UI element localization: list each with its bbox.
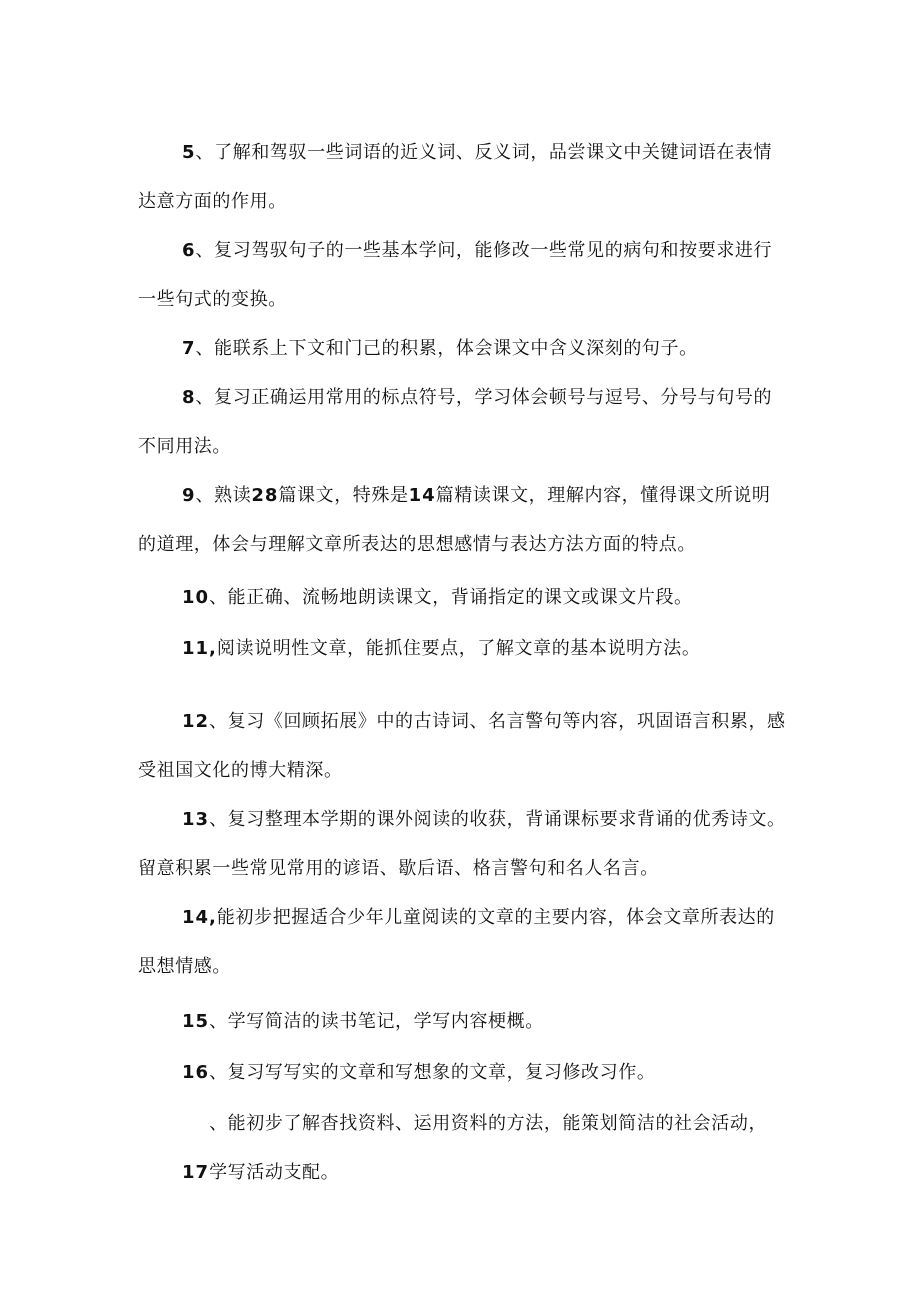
list-item-6 <box>138 226 788 324</box>
item-number: 15 <box>182 1011 210 1032</box>
item-text: 、复习写写实的文章和写想象的文章，复习修改习作。 <box>209 1062 656 1083</box>
item-text: 、复习整理本学期的课外阅读的收获，背诵课标要求背诵的优秀诗文。留意积累一些常见常用的谚语、歇后语、格言警句和名人名言。 <box>138 809 786 879</box>
item-number: 7 <box>182 338 196 359</box>
inline-number: 14 <box>408 485 436 506</box>
item-number: 13 <box>182 809 210 830</box>
item-text: 能初步把握适合少年儿童阅读的文章的主要内容，体会文章所表达的思想情感。 <box>138 907 775 977</box>
item-number: 14, <box>182 907 217 928</box>
item-number: 5 <box>182 142 196 163</box>
list-item-15 <box>138 997 788 1046</box>
list-item-5 <box>138 128 788 226</box>
item-number: 16 <box>182 1062 210 1083</box>
list-item-9 <box>138 471 788 569</box>
inline-number: 28 <box>251 485 279 506</box>
item-text: 、熟读 <box>195 485 252 506</box>
list-item-8 <box>138 373 788 471</box>
item-text: 、了解和驾驭一些词语的近义词、反义词，品尝课文中关键词语在表情达意方面的作用。 <box>138 142 773 212</box>
item-text: 、复习正确运用常用的标点符号，学习体会顿号与逗号、分号与句号的不同用法。 <box>138 387 773 457</box>
item-text: 、复习驾驭句子的一些基本学问，能修改一些常见的病句和按要求进行一些句式的变换。 <box>138 240 773 310</box>
item-text: 、能初步了解杳找资料、运用资料的方法，能策划简洁的社会活动，学写活动支配。 <box>209 1113 768 1183</box>
item-text: 、复习《回顾拓展》中的古诗词、名言警句等内容，巩固语言积累，感受祖国文化的博大精深。 <box>138 711 786 781</box>
item-number: 11, <box>182 638 217 659</box>
item-number: 8 <box>182 387 196 408</box>
list-item-16 <box>138 1048 788 1097</box>
item-text: 、能联系上下文和门己的积累，体会课文中含义深刻的句子。 <box>195 338 698 359</box>
item-text: 篇课文，特殊是 <box>278 485 409 506</box>
item-text: 篇精读课文，理解内容，懂得课文所说明的道理，体会与理解文章所表达的思想感情与表达方法方面的特点。 <box>138 485 771 555</box>
list-item-10 <box>138 573 788 622</box>
item-text: 、能正确、流畅地朗读课文，背诵指定的课文或课文片段。 <box>209 587 693 608</box>
list-item-13 <box>138 795 788 893</box>
item-number: 12 <box>182 711 210 732</box>
list-item-17 <box>138 1099 788 1197</box>
item-text: 、学写简洁的读书笔记，学写内容梗概。 <box>209 1011 544 1032</box>
item-number: 17 <box>182 1162 210 1183</box>
list-item-12 <box>138 697 788 795</box>
list-item-11 <box>138 624 788 673</box>
list-item-14 <box>138 893 788 991</box>
item-text: 阅读说明性文章，能抓住要点，了解文章的基本说明方法。 <box>216 638 701 659</box>
item-number: 6 <box>182 240 196 261</box>
item-number: 9 <box>182 485 196 506</box>
item-number: 10 <box>182 587 210 608</box>
list-item-7 <box>138 324 788 373</box>
